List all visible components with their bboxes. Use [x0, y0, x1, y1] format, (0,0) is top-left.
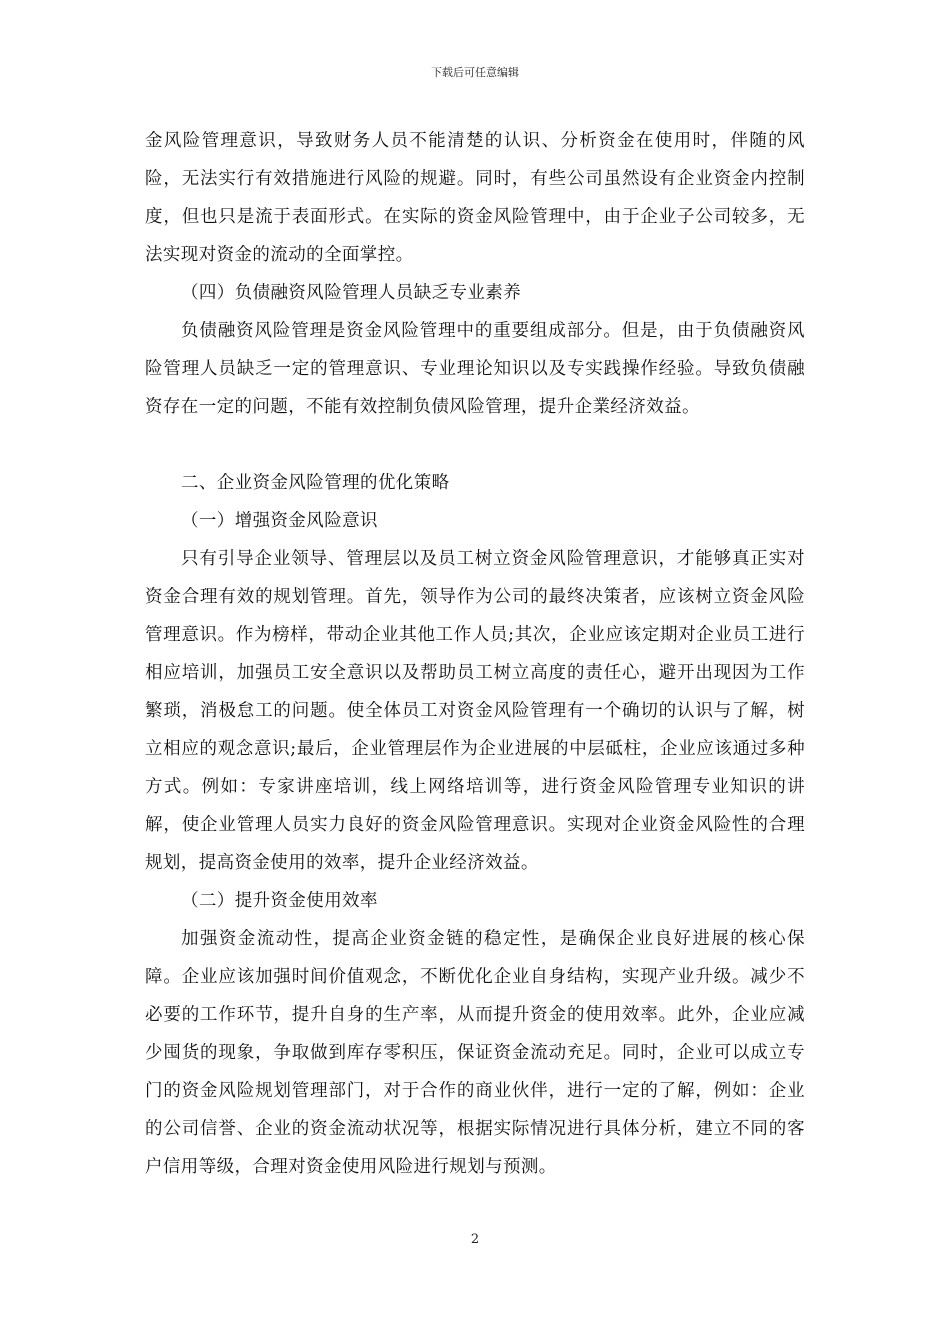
chapter-heading-2: 二、企业资金风险管理的优化策略 — [181, 473, 450, 493]
section-heading-2: （二）提升资金使用效率 — [181, 891, 378, 911]
paragraph: 加强资金流动性，提高企业资金链的稳定性，是确保企业良好进展的核心保障。企业应该加强时间价值观念，不断优化企业自身结构，实现产业升级。减少不必要的工作环节，提升自身的生产率，从而提升资金的使用效率。此外，企业应减少囤货的现象，争取做到库存零积压，保证资金流动充足。同时，企业可以成立专门的资金风险规划管理部门，对于合作的商业伙伴，进行一定的了解，例如：企业的公司信誉、企业的资金流动状况等，根据实际情况进行具体分析，建立不同的客户信用等级，合理对资金使用风险进行规划与预测。 — [145, 929, 805, 1177]
spacer — [145, 426, 805, 464]
page-header: 下载后可任意编辑 — [431, 66, 519, 79]
paragraph: 只有引导企业领导、管理层以及员工树立资金风险管理意识，才能够真正实对资金合理有效的规划管理。首先，领导作为公司的最终决策者，应该树立资金风险管理意识。作为榜样，带动企业其他工作人员;其次，企业应该定期对企业员工进行相应培训，加强员工安全意识以及帮助员工树立高度的责任心，避开出现因为工作繁琐，消极怠工的问题。使全体员工对资金风险管理有一个确切的认识与了解，树立相应的观念意识;最后，企业管理层作为企业进展的中层砥柱，企业应该通过多种方式。例如：专家讲座培训，线上网络培训等，进行资金风险管理专业知识的讲解，使企业管理人员实力良好的资金风险管理意识。实现对企业资金风险性的合理规划，提高资金使用的效率，提升企业经济效益。 — [145, 549, 805, 873]
document-body — [145, 122, 805, 1186]
page-number: 2 — [470, 1232, 480, 1247]
section-heading-4: （四）负债融资风险管理人员缺乏专业素养 — [181, 283, 522, 303]
section-heading-1: （一）增强资金风险意识 — [181, 511, 378, 531]
paragraph: 负债融资风险管理是资金风险管理中的重要组成部分。但是，由于负债融资风险管理人员缺乏一定的管理意识、专业理论知识以及专实践操作经验。导致负债融资存在一定的问题，不能有效控制负债风险管理，提升企業经济效益。 — [145, 321, 805, 417]
paragraph-continued: 金风险管理意识，导致财务人员不能清楚的认识、分析资金在使用时，伴随的风险，无法实行有效措施进行风险的规避。同时，有些公司虽然设有企业资金内控制度，但也只是流于表面形式。在实际的资金风险管理中，由于企业子公司较多，无法实现对资金的流动的全面掌控。 — [145, 131, 805, 265]
